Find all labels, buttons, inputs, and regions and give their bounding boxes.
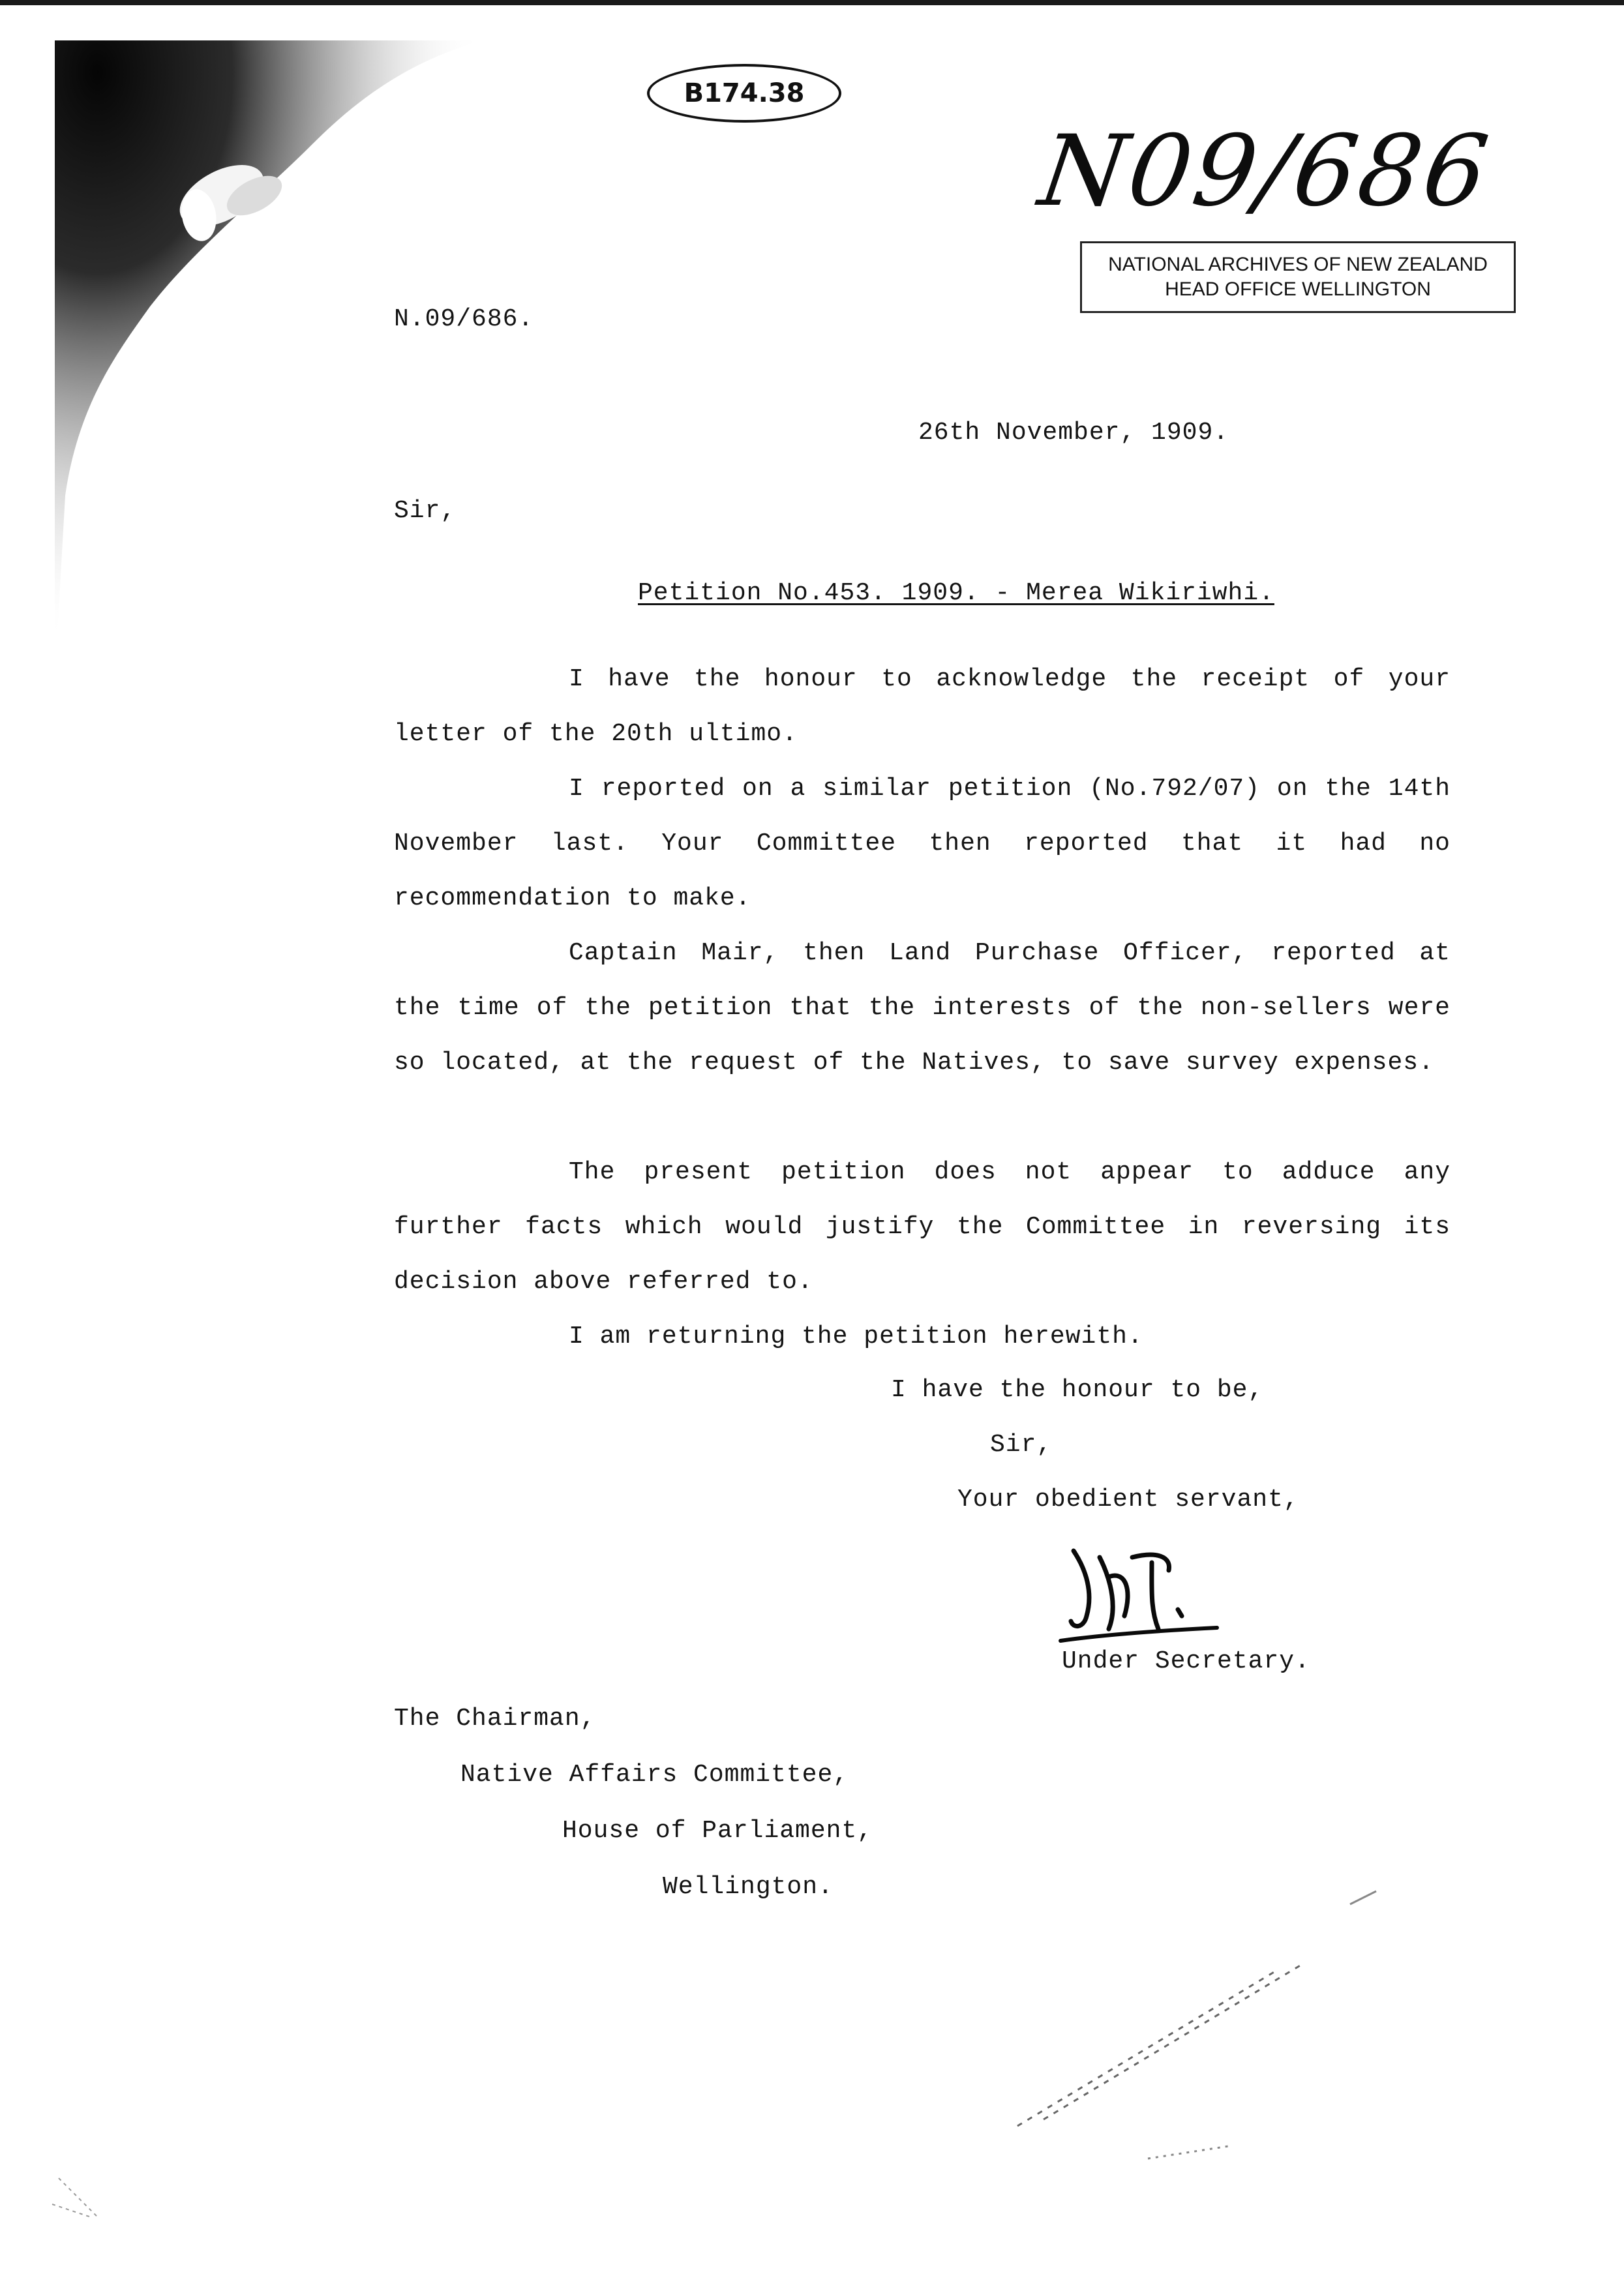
closing-line-3: Your obedient servant, xyxy=(957,1486,1299,1514)
signatory-title: Under Secretary. xyxy=(1062,1647,1310,1675)
address-line-2: Native Affairs Committee, xyxy=(460,1761,849,1789)
paragraph-captain-mair: Captain Mair, then Land Purchase Officer, reported at the time of the petition that the interests of the non-sellers were so located, at the request of the Natives, to save survey expenses. xyxy=(394,939,1451,1077)
letter-date: 26th November, 1909. xyxy=(918,419,1229,447)
paragraph-present-petition: The present petition does not appear to adduce any further facts which would justify the Committee in reversing its decision above referred to. xyxy=(394,1158,1451,1296)
closing-line-1: I have the honour to be, xyxy=(891,1376,1264,1404)
salutation: Sir, xyxy=(394,497,457,525)
paragraph-acknowledgement: I have the honour to acknowledge the receipt of your letter of the 20th ultimo. xyxy=(394,665,1451,748)
letter-reference: N.09/686. xyxy=(394,305,534,333)
paragraph-returning: I am returning the petition herewith. xyxy=(569,1323,1143,1351)
paragraph-previous-report: I reported on a similar petition (No.792/07) on the 14th November last. Your Committee then reported that it had no recommendation to make. xyxy=(394,775,1451,912)
reference-stamp-text: B174.38 xyxy=(684,78,805,108)
closing-line-2: Sir, xyxy=(990,1431,1053,1459)
archives-stamp-line-1: NATIONAL ARCHIVES OF NEW ZEALAND xyxy=(1108,254,1488,275)
archives-stamp-line-2: HEAD OFFICE WELLINGTON xyxy=(1165,278,1431,300)
handwritten-file-number: N09/686 xyxy=(1032,115,1497,228)
letter-subject: Petition No.453. 1909. - Merea Wikiriwhi. xyxy=(638,579,1274,607)
address-line-3: House of Parliament, xyxy=(562,1817,873,1845)
address-line-4: Wellington. xyxy=(663,1873,834,1901)
address-line-1: The Chairman, xyxy=(394,1705,596,1733)
